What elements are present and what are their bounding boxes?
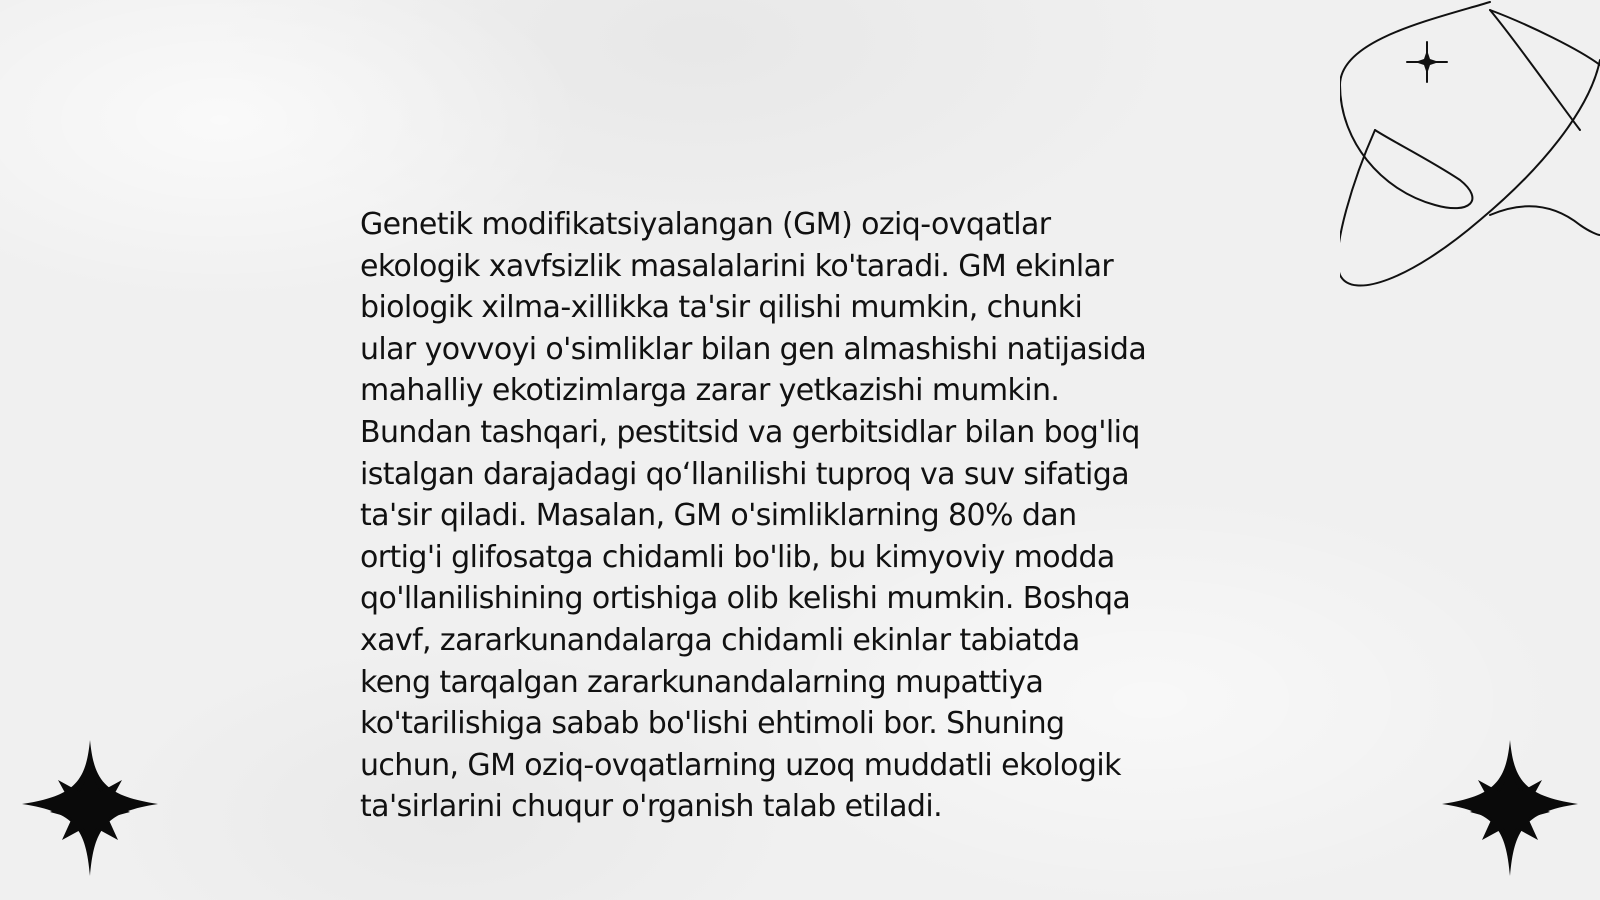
orbit-sparkle-icon: [1340, 0, 1600, 300]
body-paragraph: Genetik modifikatsiyalangan (GM) oziq-ovqatlar ekologik xavfsizlik masalalarini ko'taradi. GM ekinlar biologik xilma-xillikka ta'sir qilishi mumkin, chunki ular yovvoyi o'simliklar bilan gen almashishi natijasida mahalliy ekotizimlarga zarar yetkazishi mumkin. Bundan tashqari, pestitsid va gerbitsidlar bilan bog'liq istalgan darajadagi qo‘llanilishi tuproq va suv sifatiga ta'sir qiladi. Masalan, GM o'simliklarning 80% dan ortig'i glifosatga chidamli bo'lib, bu kimyoviy modda qo'llanilishining ortishiga olib kelishi mumkin. Boshqa xavf, zararkunandalarga chidamli ekinlar tabiatda keng tarqalgan zararkunandalarning mupattiya ko'tarilishiga sabab bo'lishi ehtimoli bor. Shuning uchun, GM oziq-ovqatlarning uzoq muddatli ekologik ta'sirlarini chuqur o'rganish talab etiladi.: [360, 207, 1147, 825]
four-point-star-icon: [18, 740, 163, 885]
four-point-star-icon: [1438, 740, 1583, 885]
